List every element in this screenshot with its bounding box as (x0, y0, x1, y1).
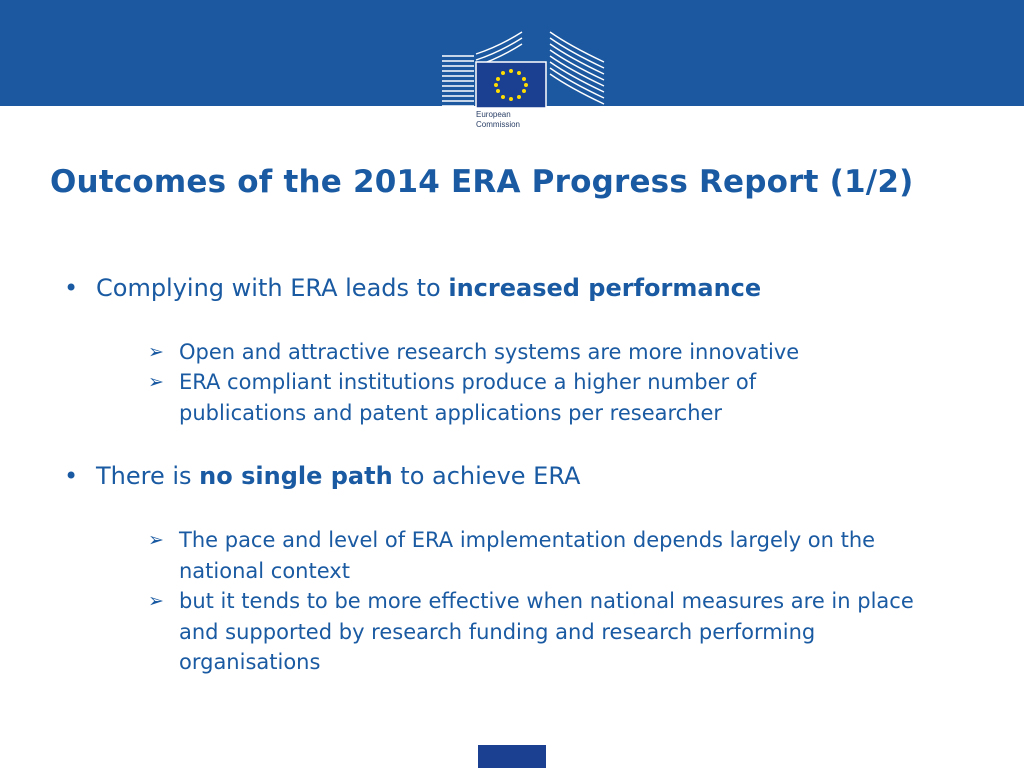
logo-line-2: Commission (476, 120, 521, 129)
bullet-dot-icon: • (64, 274, 79, 302)
subitem-2-2-text: but it tends to be more effective when national measures are in place and supported by research funding and research performing organisations (179, 589, 914, 674)
subitem-1-1-text: Open and attractive research systems are more innovative (179, 340, 800, 364)
arrow-bullet-icon: ➢ (148, 529, 164, 551)
bullet-1-text-bold: increased performance (448, 274, 762, 302)
bullet-dot-icon: • (64, 462, 79, 490)
subitem-2-1 (148, 525, 948, 586)
subitem-1-1 (148, 337, 948, 368)
arrow-bullet-icon: ➢ (148, 371, 164, 393)
subitem-1-2 (148, 367, 888, 428)
bullet-2-text-before: There is (96, 462, 200, 490)
subitem-2-1-text: The pace and level of ERA implementation depends largely on the national context (179, 528, 876, 583)
footer-flag-icon (478, 745, 546, 768)
logo-line-1: European (476, 110, 511, 119)
bullet-2-text (96, 462, 580, 490)
bullet-2-text-after: to achieve ERA (392, 462, 581, 490)
arrow-bullet-icon: ➢ (148, 590, 164, 612)
subitem-2-2 (148, 586, 938, 678)
building-right-icon (550, 32, 604, 104)
bullet-1-text (96, 274, 761, 302)
bullet-1-text-before: Complying with ERA leads to (96, 274, 449, 302)
bullet-2-text-bold: no single path (199, 462, 393, 490)
arrow-bullet-icon: ➢ (148, 341, 164, 363)
subitem-1-2-text: ERA compliant institutions produce a higher number of publications and patent applications per researcher (179, 370, 757, 425)
slide-title: Outcomes of the 2014 ERA Progress Report (1/2) (50, 164, 914, 200)
eu-flag-icon (476, 62, 546, 108)
logo-label (476, 110, 550, 130)
